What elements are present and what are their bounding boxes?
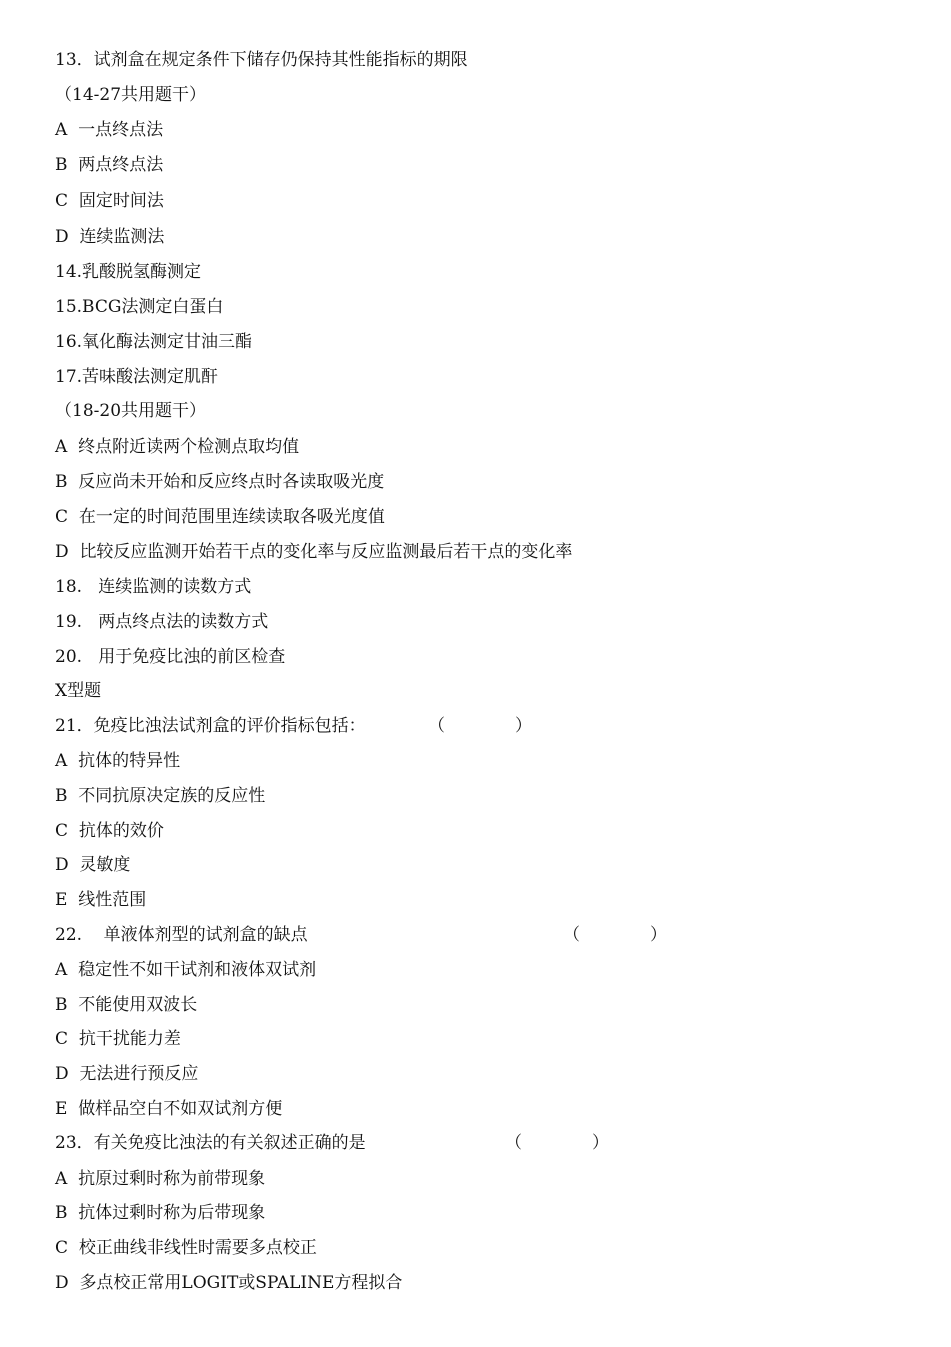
section-x-type: X型题 — [55, 681, 102, 701]
answer-paren-open: （ — [563, 925, 580, 945]
option-d: D 比较反应监测开始若干点的变化率与反应监测最后若干点的变化率 — [55, 542, 573, 562]
option-c: C 校正曲线非线性时需要多点校正 — [55, 1238, 317, 1258]
option-c: C 抗干扰能力差 — [55, 1029, 181, 1049]
answer-paren-open: （ — [505, 1133, 522, 1153]
question-20: 20. 用于免疫比浊的前区检查 — [55, 647, 286, 667]
shared-stem-14-27: （14-27共用题干） — [55, 85, 207, 105]
option-b: B 两点终点法 — [55, 155, 164, 175]
option-d: D 无法进行预反应 — [55, 1064, 199, 1084]
question-18: 18. 连续监测的读数方式 — [55, 577, 252, 597]
option-b: B 反应尚未开始和反应终点时各读取吸光度 — [55, 472, 385, 492]
answer-paren-open: （ — [428, 716, 445, 736]
option-d: D 灵敏度 — [55, 855, 131, 875]
option-a: A 抗原过剩时称为前带现象 — [55, 1169, 266, 1189]
question-17: 17.苦味酸法测定肌酐 — [55, 367, 219, 387]
option-c: C 在一定的时间范围里连续读取各吸光度值 — [55, 507, 385, 527]
question-16: 16.氧化酶法测定甘油三酯 — [55, 332, 253, 352]
option-c: C 固定时间法 — [55, 191, 164, 211]
question-23: 23．有关免疫比浊法的有关叙述正确的是 — [55, 1133, 366, 1153]
option-a: A 终点附近读两个检测点取均值 — [55, 437, 300, 457]
option-e: E 线性范围 — [55, 890, 147, 910]
option-b: B 不能使用双波长 — [55, 995, 198, 1015]
answer-paren-close: ） — [592, 1133, 609, 1153]
question-22: 22. 单液体剂型的试剂盒的缺点 — [55, 925, 308, 945]
question-15: 15.BCG法测定白蛋白 — [55, 297, 224, 317]
question-19: 19. 两点终点法的读数方式 — [55, 612, 269, 632]
question-13-text: 13．试剂盒在规定条件下储存仍保持其性能指标的期限 — [55, 50, 468, 70]
option-d: D 多点校正常用LOGIT或SPALINE方程拟合 — [55, 1273, 403, 1293]
option-b: B 不同抗原决定族的反应性 — [55, 786, 266, 806]
question-21: 21．免疫比浊法试剂盒的评价指标包括： — [55, 716, 366, 736]
option-a: A 一点终点法 — [55, 120, 164, 140]
option-e: E 做样品空白不如双试剂方便 — [55, 1099, 283, 1119]
option-a: A 抗体的特异性 — [55, 751, 181, 771]
option-b: B 抗体过剩时称为后带现象 — [55, 1203, 266, 1223]
option-d: D 连续监测法 — [55, 227, 165, 247]
answer-paren-close: ） — [515, 716, 532, 736]
question-14: 14.乳酸脱氢酶测定 — [55, 262, 202, 282]
option-a: A 稳定性不如干试剂和液体双试剂 — [55, 960, 317, 980]
answer-paren-close: ） — [650, 925, 667, 945]
option-c: C 抗体的效价 — [55, 821, 164, 841]
shared-stem-18-20: （18-20共用题干） — [55, 401, 207, 421]
